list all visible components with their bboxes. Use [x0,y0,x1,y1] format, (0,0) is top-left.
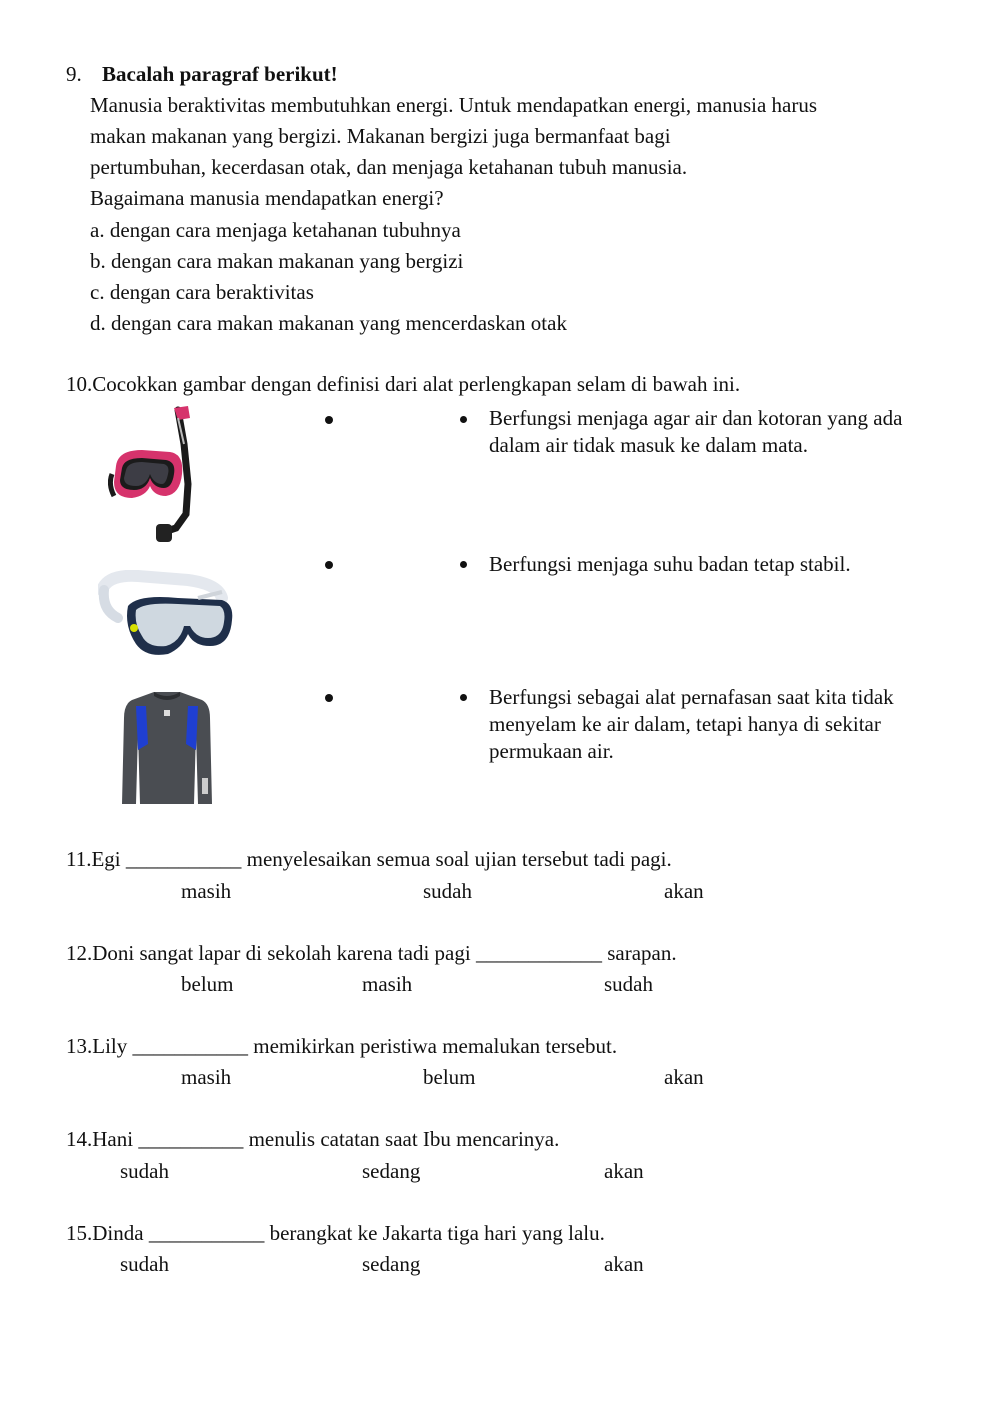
q9-paragraph-line: Manusia beraktivitas membutuhkan energi. Untuk mendapatkan energi, manusia harus [90,93,818,117]
q9-option-d[interactable]: d. dengan cara makan makanan yang mencerdaskan otak [90,311,567,335]
q13-choice[interactable]: akan [664,1065,704,1089]
q13-prompt: 13.Lily ___________ memikirkan peristiwa memalukan tersebut. [66,1034,618,1058]
match-dot-image-3[interactable] [325,694,333,702]
q13-choice[interactable]: belum [423,1065,476,1089]
q12-choice[interactable]: belum [181,972,234,996]
q9-question: Bagaimana manusia mendapatkan energi? [90,186,444,210]
q11-prompt: 11.Egi ___________ menyelesaikan semua soal ujian tersebut tadi pagi. [66,847,672,871]
q15-choice[interactable]: akan [604,1252,644,1276]
q9-paragraph-line: pertumbuhan, kecerdasan otak, dan menjaga ketahanan tubuh manusia. [90,155,688,179]
q9-option-b[interactable]: b. dengan cara makan makanan yang bergizi [90,249,464,273]
q14-prompt: 14.Hani __________ menulis catatan saat Ibu mencarinya. [66,1127,560,1151]
q14-choice[interactable]: akan [604,1159,644,1183]
q15-prompt: 15.Dinda ___________ berangkat ke Jakarta tiga hari yang lalu. [66,1221,605,1245]
q12-choice[interactable]: sudah [604,972,653,996]
snorkel-mask-icon [108,404,216,546]
q9-paragraph-line: makan makanan yang bergizi. Makanan bergizi juga bermanfaat bagi [90,124,671,148]
q11-choice[interactable]: akan [664,879,704,903]
wetsuit-icon [118,688,216,806]
q11-choice[interactable]: masih [181,879,232,903]
bullet [460,416,467,423]
q14-choice[interactable]: sedang [362,1159,421,1183]
q12-choice[interactable]: masih [362,972,413,996]
definition-2[interactable]: Berfungsi menjaga suhu badan tetap stabil. [489,552,851,576]
q10-prompt: 10.Cocokkan gambar dengan definisi dari alat perlengkapan selam di bawah ini. [66,372,741,396]
q12-prompt: 12.Doni sangat lapar di sekolah karena tadi pagi ____________ sarapan. [66,941,677,965]
q13-choice[interactable]: masih [181,1065,232,1089]
match-dot-image-1[interactable] [325,416,333,424]
q9-option-a[interactable]: a. dengan cara menjaga ketahanan tubuhnya [90,218,461,242]
q9-option-c[interactable]: c. dengan cara beraktivitas [90,280,314,304]
diving-mask-icon [98,570,238,660]
bullet [460,561,467,568]
definition-1[interactable]: Berfungsi menjaga agar air dan kotoran yang ada dalam air tidak masuk ke dalam mata. [489,406,903,457]
definition-3[interactable]: Berfungsi sebagai alat pernafasan saat kita tidak menyelam ke air dalam, tetapi hanya di sekitar permukaan air. [489,685,894,763]
q15-choice[interactable]: sedang [362,1252,421,1276]
match-dot-image-2[interactable] [325,561,333,569]
q9-title: Bacalah paragraf berikut! [102,62,338,86]
q15-choice[interactable]: sudah [120,1252,169,1276]
bullet [460,694,467,701]
q9-number: 9. [66,62,82,86]
q11-choice[interactable]: sudah [423,879,472,903]
q14-choice[interactable]: sudah [120,1159,169,1183]
